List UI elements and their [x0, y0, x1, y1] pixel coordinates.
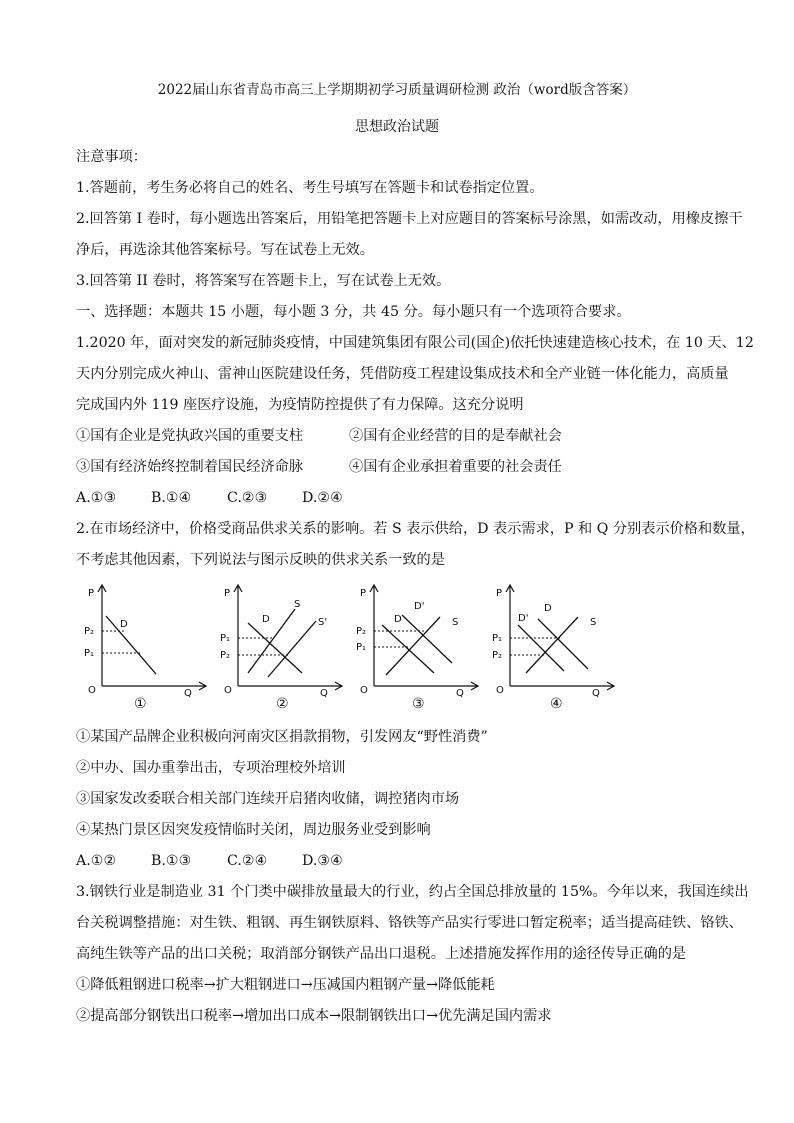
option-b[interactable]: B.①④	[151, 490, 192, 506]
supply-curve-s	[248, 609, 295, 673]
chart-caption: ③	[412, 696, 425, 712]
question-1-text: 天内分别完成火神山、雷神山医院建设任务，凭借防疫工程建设集成技术和全产业链一体化能力，高质量	[76, 366, 729, 382]
demand-curve-d-prime	[402, 615, 452, 663]
question-3-text: 3.钢铁行业是制造业 31 个门类中碳排放量最大的行业，约占全国总排放量的 15%。今年以来，我国连续出	[76, 884, 749, 900]
note-item: 3.回答第 II 卷时，将答案写在答题卡上，写在试卷上无效。	[76, 273, 451, 289]
price-label: P₁	[220, 633, 231, 644]
price-label: P₂	[220, 650, 231, 661]
origin-label: O	[88, 685, 96, 696]
question-2-statement: ④某热门景区因突发疫情临时关闭，周边服务业受到影响	[76, 822, 431, 838]
section-heading: 一、选择题：本题共 15 小题，每小题 3 分，共 45 分。每小题只有一个选项符合要求。	[76, 304, 631, 320]
question-2-text: 不考虑其他因素，下列说法与图示反映的供求关系一致的是	[76, 552, 445, 568]
origin-label: O	[224, 685, 232, 696]
document-subtitle: 思想政治试题	[355, 119, 439, 135]
chart-2	[220, 581, 350, 721]
curve-label: D	[120, 619, 128, 630]
curve-label: S	[452, 617, 459, 628]
price-label: P₁	[84, 648, 95, 659]
curve-label: S'	[318, 617, 328, 628]
question-2-statement: ②中办、国办重拳出击，专项治理校外培训	[76, 760, 346, 776]
question-2-text: 2.在市场经济中，价格受商品供求关系的影响。若 S 表示供给，D 表示需求，P 和 Q 分别表示价格和数量，	[76, 521, 755, 537]
option-c[interactable]: C.②③	[227, 490, 268, 506]
q-axis-label: Q	[456, 688, 464, 699]
option-a[interactable]: A.①②	[76, 853, 117, 869]
curve-label: D	[394, 614, 402, 625]
question-3-text: 高纯生铁等产品的出口关税；取消部分钢铁产品出口退税。上述措施发挥作用的途径传导正确的是	[76, 946, 687, 962]
curve-label: S	[294, 599, 301, 610]
question-2-options	[76, 851, 343, 871]
question-1-statement: ④国有企业承担着重要的社会责任	[349, 459, 562, 475]
curve-label: D	[544, 603, 552, 614]
p-axis-label: P	[496, 588, 503, 599]
option-c[interactable]: C.②④	[227, 853, 268, 869]
chart-caption: ④	[550, 696, 563, 712]
p-axis-label: P	[88, 588, 95, 599]
price-label: P₂	[84, 626, 95, 637]
question-3-text: 台关税调整措施：对生铁、粗钢、再生钢铁原料、铬铁等产品实行零进口暂定税率；适当提高硅铁、铬铁、	[76, 915, 743, 931]
supply-demand-charts	[84, 581, 624, 721]
curve-label: D'	[414, 601, 425, 612]
q-axis-label: Q	[592, 688, 600, 699]
price-label: P₁	[492, 633, 503, 644]
question-1-text: 1.2020 年，面对突发的新冠肺炎疫情，中国建筑集团有限公司(国企)依托快速建造核心技术，在 10 天、12	[76, 335, 754, 351]
origin-label: O	[360, 685, 368, 696]
question-3-statement: ①降低粗钢进口税率→扩大粗钢进口→压减国内粗钢产量→降低能耗	[76, 977, 495, 993]
note-item: 净后，再选涂其他答案标号。写在试卷上无效。	[76, 242, 374, 258]
question-1-statement: ①国有企业是党执政兴国的重要支柱	[76, 428, 304, 444]
price-label: P₂	[356, 626, 367, 637]
note-item: 1.答题前，考生务必将自己的姓名、考生号填写在答题卡和试卷指定位置。	[76, 180, 544, 196]
supply-curve-s	[526, 617, 578, 673]
demand-curve-d	[248, 623, 302, 673]
origin-label: O	[496, 685, 504, 696]
question-1-options	[76, 488, 343, 508]
chart-caption: ②	[276, 696, 289, 712]
question-1-text: 完成国内外 119 座医疗设施，为疫情防控提供了有力保障。这充分说明	[76, 397, 524, 413]
price-label: P₂	[492, 650, 503, 661]
notes-heading: 注意事项：	[76, 149, 147, 165]
p-axis-label: P	[224, 588, 231, 599]
question-2-statement: ③国家发改委联合相关部门连续开启猪肉收储，调控猪肉市场	[76, 791, 460, 807]
chart-caption: ①	[134, 696, 147, 712]
option-a[interactable]: A.①③	[76, 490, 117, 506]
curve-label: S	[590, 617, 597, 628]
question-2-statement: ①某国产品牌企业积极向河南灾区捐款捐物，引发网友“野性消费”	[76, 729, 488, 745]
price-label: P₁	[356, 642, 367, 653]
q-axis-label: Q	[320, 688, 328, 699]
demand-curve-d-prime	[518, 625, 564, 671]
question-1-statement: ③国有经济始终控制着国民经济命脉	[76, 459, 304, 475]
chart-4	[492, 581, 622, 721]
question-1-statement: ②国有企业经营的目的是奉献社会	[349, 428, 562, 444]
curve-label: D'	[518, 613, 529, 624]
option-d[interactable]: D.③④	[302, 853, 343, 869]
option-b[interactable]: B.①③	[151, 853, 192, 869]
chart-1	[84, 581, 214, 721]
document-title: 2022届山东省青岛市高三上学期期初学习质量调研检测 政治（word版含答案）	[157, 82, 637, 98]
q-axis-label: Q	[184, 688, 192, 699]
question-3-statement: ②提高部分钢铁出口税率→增加出口成本→限制钢铁出口→优先满足国内需求	[76, 1008, 552, 1024]
note-item: 2.回答第 I 卷时，每小题选出答案后，用铅笔把答题卡上对应题目的答案标号涂黑，如需改动，用橡皮擦干	[76, 211, 743, 227]
demand-curve-d	[538, 619, 588, 669]
option-d[interactable]: D.②④	[302, 490, 343, 506]
demand-curve-d	[106, 616, 156, 674]
curve-label: D	[262, 614, 270, 625]
p-axis-label: P	[360, 588, 367, 599]
chart-3	[356, 581, 486, 721]
